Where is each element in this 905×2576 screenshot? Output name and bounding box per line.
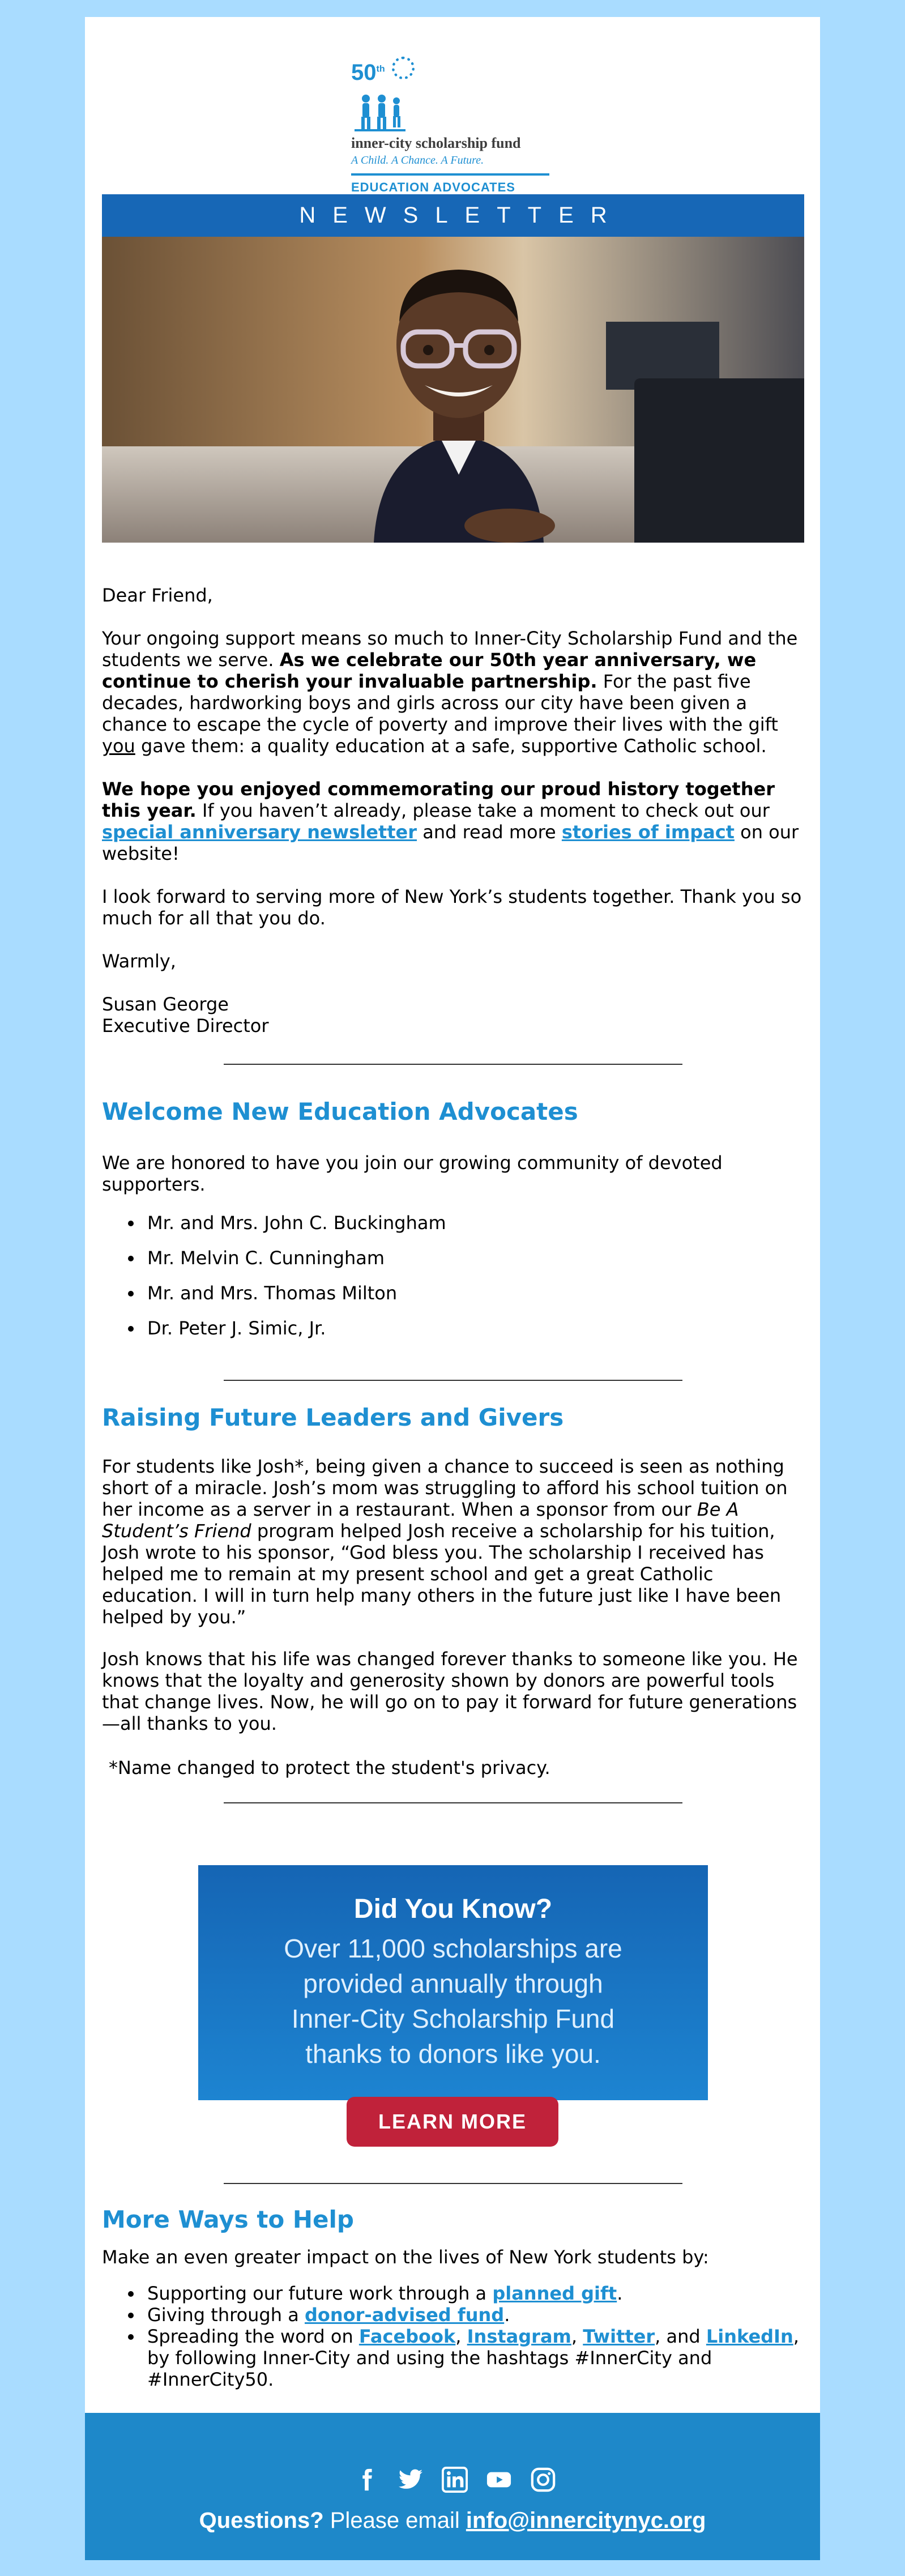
list-item: Mr. and Mrs. Thomas Milton <box>147 1282 804 1304</box>
logo-fifty-mark: 50th <box>351 60 385 85</box>
email-link[interactable]: info@innercitynyc.org <box>466 2508 706 2533</box>
list-item: Supporting our future work through a planned gift. <box>147 2283 804 2304</box>
planned-gift-link[interactable]: planned gift <box>492 2283 617 2304</box>
instagram-icon[interactable] <box>530 2467 556 2493</box>
help-list <box>102 2283 804 2390</box>
divider <box>224 1380 682 1381</box>
list-item: Giving through a donor-advised fund. <box>147 2304 804 2326</box>
did-you-know-line: Over 11,000 scholarships are <box>284 1934 622 1963</box>
linkedin-icon[interactable] <box>442 2467 468 2493</box>
logo-program-name: EDUCATION ADVOCATES <box>351 180 515 194</box>
greeting: Dear Friend, <box>102 585 213 606</box>
did-you-know-title: Did You Know? <box>353 1894 553 1924</box>
newsletter-banner: NEWSLETTER <box>102 194 804 237</box>
hero-photo[interactable] <box>102 237 804 543</box>
student-figure <box>340 259 578 543</box>
did-you-know-banner[interactable] <box>198 1865 708 2100</box>
logo-divider <box>351 173 549 176</box>
youtube-icon[interactable] <box>486 2467 512 2493</box>
leaders-heading: Raising Future Leaders and Givers <box>102 1404 564 1431</box>
closing: Warmly, <box>102 950 176 972</box>
list-item: Dr. Peter J. Simic, Jr. <box>147 1317 804 1339</box>
advocate-list <box>102 1212 804 1339</box>
computer-monitor <box>634 378 804 543</box>
divider <box>224 1802 682 1803</box>
facebook-icon[interactable] <box>353 2467 379 2493</box>
learn-more-button[interactable]: LEARN MORE <box>347 2097 558 2147</box>
instagram-link[interactable]: Instagram <box>467 2326 571 2347</box>
facebook-link[interactable]: Facebook <box>358 2326 456 2347</box>
more-ways-heading: More Ways to Help <box>102 2206 354 2233</box>
list-item: Mr. Melvin C. Cunningham <box>147 1247 804 1269</box>
twitter-icon[interactable] <box>398 2467 424 2493</box>
did-you-know-line: Inner-City Scholarship Fund <box>291 2004 615 2033</box>
letter-paragraph-2: We hope you enjoyed commemorating our proud history together this year. If you haven’t already, please take a moment to check out our special anniversary newsletter and read more stories of impact on our website! <box>102 778 799 864</box>
did-you-know-line: thanks to donors like you. <box>305 2039 601 2069</box>
logo-org-name: inner-city scholarship fund <box>351 135 521 151</box>
footer-contact: Questions? Please email info@innercitynyc.org <box>199 2508 706 2533</box>
footer <box>85 2413 820 2560</box>
twitter-link[interactable]: Twitter <box>583 2326 655 2347</box>
divider <box>224 2183 682 2184</box>
welcome-heading: Welcome New Education Advocates <box>102 1098 578 1125</box>
email-card <box>85 17 820 2560</box>
leaders-paragraph-1: For students like Josh*, being given a chance to succeed is seen as nothing short of a miracle. Josh’s mom was struggling to afford his school tuition on her income as a server in a restaurant. When a sponsor from our Be A Student’s Friend program helped Josh receive a scholarship for his tuition, Josh wrote to his sponsor, “God bless you. The scholarship I received has helped me to remain at my present school and get a great Catholic education. I will in turn help many others in the future just like I have been helped by you.” <box>102 1456 788 1628</box>
linkedin-link[interactable]: LinkedIn <box>706 2326 793 2347</box>
signer-title: Executive Director <box>102 1015 269 1037</box>
anniversary-newsletter-link[interactable]: special anniversary newsletter <box>102 821 417 843</box>
list-item: Mr. and Mrs. John C. Buckingham <box>147 1212 804 1234</box>
stories-of-impact-link[interactable]: stories of impact <box>561 821 735 843</box>
logo-tagline: A Child. A Chance. A Future. <box>351 154 484 167</box>
divider <box>224 1064 682 1065</box>
privacy-note: *Name changed to protect the student's privacy. <box>109 1757 550 1779</box>
signer-name: Susan George <box>102 993 229 1015</box>
letter-paragraph-3: I look forward to serving more of New York’s students together. Thank you so much for all that you do. <box>102 886 802 929</box>
children-icon <box>355 93 405 133</box>
donor-advised-fund-link[interactable]: donor-advised fund <box>304 2304 505 2326</box>
more-ways-intro: Make an even greater impact on the lives of New York students by: <box>102 2246 709 2268</box>
list-item: Spreading the word on Facebook, Instagram, Twitter, and LinkedIn, by following Inner-City and using the hashtags #InnerCity and #InnerCity50. <box>147 2326 804 2390</box>
sun-icon <box>392 57 415 79</box>
did-you-know-line: provided annually through <box>303 1969 603 1998</box>
leaders-paragraph-2: Josh knows that his life was changed forever thanks to someone like you. He knows that the loyalty and generosity shown by donors are powerful tools that change lives. Now, he will go on to pay it forward for future generations—all thanks to you. <box>102 1648 798 1734</box>
inner-city-logo[interactable] <box>351 45 549 198</box>
welcome-intro: We are honored to have you join our growing community of devoted supporters. <box>102 1152 723 1195</box>
letter-paragraph-1: Your ongoing support means so much to Inner-City Scholarship Fund and the students we serve. As we celebrate our 50th year anniversary, we continue to cherish your invaluable partnership. For the past five decades, hardworking boys and girls across our city have been given a chance to escape the cycle of poverty and improve their lives with the gift you gave them: a quality education at a safe, supportive Catholic school. <box>102 628 798 757</box>
